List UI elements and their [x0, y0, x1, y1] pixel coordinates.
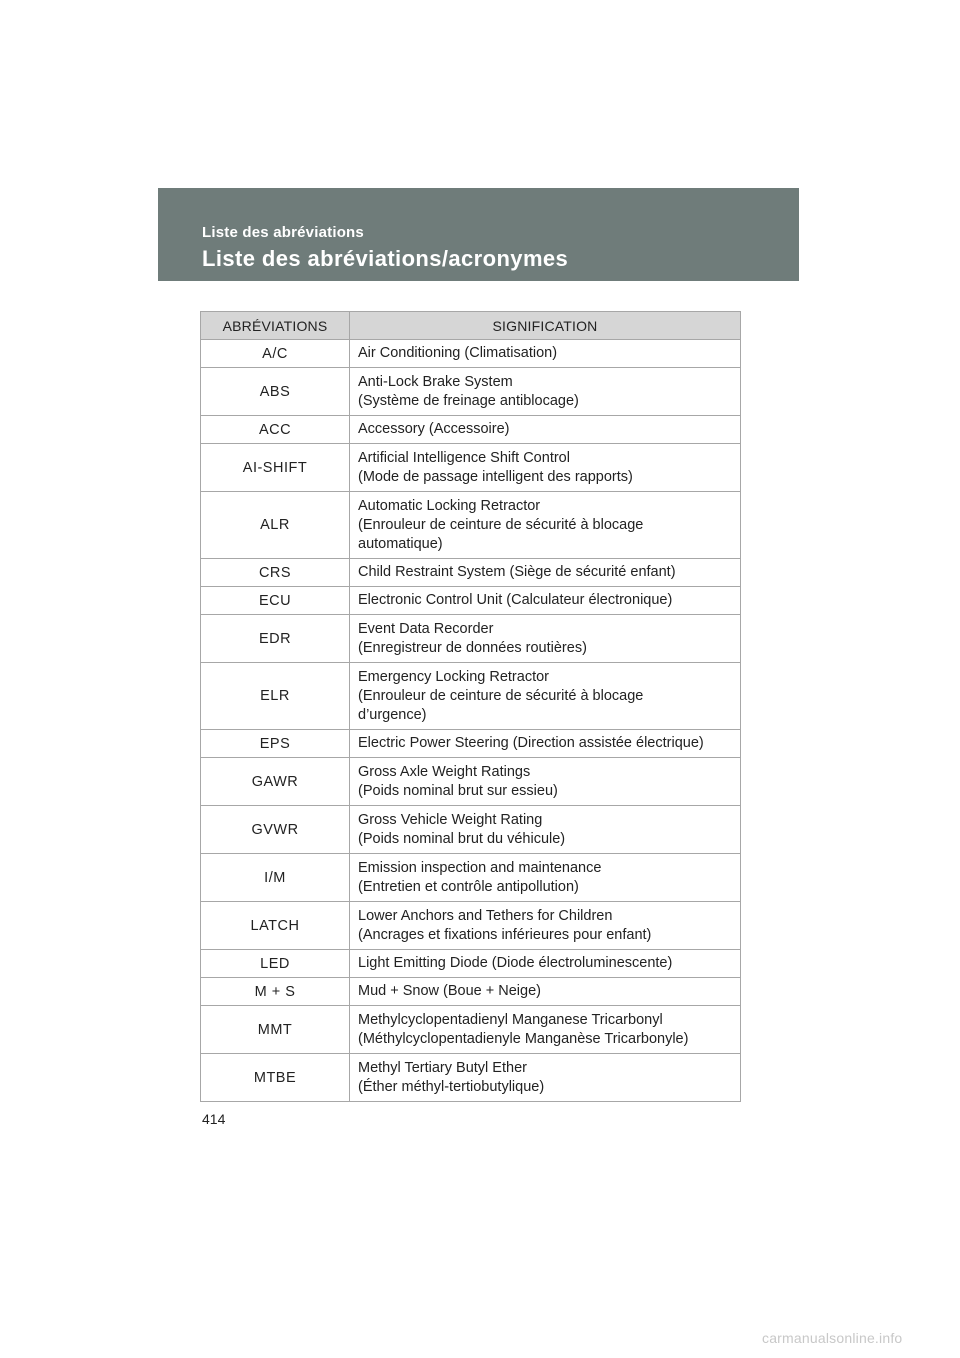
meaning-line: (Ancrages et fixations inférieures pour enfant): [358, 926, 652, 943]
table-row: [201, 854, 741, 902]
meaning-cell: [350, 978, 741, 1006]
table-row: [201, 758, 741, 806]
meaning-line: (Enrouleur de ceinture de sécurité à blocage: [358, 687, 644, 704]
page-number: 414: [202, 1111, 226, 1127]
meaning-line: Mud + Snow (Boue + Neige): [358, 983, 541, 999]
meaning-cell: [350, 950, 741, 978]
meaning-line: (Poids nominal brut du véhicule): [358, 830, 566, 847]
abbreviation-cell: AI-SHIFT: [201, 444, 350, 492]
table-row: [201, 368, 741, 416]
abbreviation-cell: M + S: [201, 978, 350, 1006]
meaning-cell: [350, 806, 741, 854]
meaning-line: Methyl Tertiary Butyl Ether: [358, 1059, 527, 1076]
abbreviation-cell: LATCH: [201, 902, 350, 950]
meaning-line: Artificial Intelligence Shift Control: [358, 449, 570, 466]
meaning-line: (Système de freinage antiblocage): [358, 392, 579, 409]
table-row: [201, 950, 741, 978]
meaning-line: Gross Axle Weight Ratings: [358, 763, 531, 780]
meaning-cell: [350, 559, 741, 587]
meaning-line: automatique): [358, 535, 443, 552]
abbreviation-cell: LED: [201, 950, 350, 978]
meaning-cell: [350, 1054, 741, 1102]
abbreviation-cell: MTBE: [201, 1054, 350, 1102]
meaning-line: Methylcyclopentadienyl Manganese Tricarbonyl: [358, 1011, 663, 1028]
meaning-line: Lower Anchors and Tethers for Children: [358, 907, 613, 924]
section-header-banner: [158, 188, 799, 281]
table-row: [201, 559, 741, 587]
abbreviation-cell: ELR: [201, 663, 350, 730]
meaning-cell: [350, 730, 741, 758]
meaning-cell: [350, 492, 741, 559]
abbreviation-cell: I/M: [201, 854, 350, 902]
meaning-line: Automatic Locking Retractor: [358, 497, 541, 514]
meaning-line: (Mode de passage intelligent des rapports): [358, 468, 633, 485]
column-header-meaning: SIGNIFICATION: [350, 312, 741, 340]
abbreviation-cell: MMT: [201, 1006, 350, 1054]
abbreviation-cell: ACC: [201, 416, 350, 444]
table-row: [201, 416, 741, 444]
meaning-cell: [350, 368, 741, 416]
meaning-cell: [350, 587, 741, 615]
meaning-line: (Poids nominal brut sur essieu): [358, 782, 558, 799]
section-label: Liste des abréviations: [202, 224, 364, 241]
meaning-line: Electric Power Steering (Direction assistée électrique): [358, 735, 704, 751]
watermark-text[interactable]: carmanualsonline.info: [762, 1330, 903, 1346]
table-row: [201, 444, 741, 492]
table-row: [201, 492, 741, 559]
meaning-line: Electronic Control Unit (Calculateur électronique): [358, 592, 673, 608]
abbreviation-cell: CRS: [201, 559, 350, 587]
table-row: [201, 587, 741, 615]
meaning-cell: [350, 1006, 741, 1054]
meaning-line: (Éther méthyl-tertiobutylique): [358, 1078, 545, 1095]
column-header-abbreviations: ABRÉVIATIONS: [201, 312, 350, 340]
meaning-line: d’urgence): [358, 706, 427, 723]
abbreviation-cell: ALR: [201, 492, 350, 559]
table-row: [201, 902, 741, 950]
meaning-cell: [350, 416, 741, 444]
meaning-line: Accessory (Accessoire): [358, 421, 510, 437]
meaning-line: (Enregistreur de données routières): [358, 639, 587, 656]
table-row: [201, 615, 741, 663]
abbreviation-cell: A/C: [201, 340, 350, 368]
meaning-line: Light Emitting Diode (Diode électroluminescente): [358, 955, 673, 971]
table-row: [201, 340, 741, 368]
abbreviations-table: [200, 311, 741, 1102]
meaning-line: Event Data Recorder: [358, 620, 494, 637]
page-title: Liste des abréviations/acronymes: [202, 246, 569, 271]
meaning-cell: [350, 854, 741, 902]
meaning-line: Anti-Lock Brake System: [358, 373, 513, 390]
table-row: [201, 730, 741, 758]
abbreviation-cell: EPS: [201, 730, 350, 758]
table-row: [201, 663, 741, 730]
abbreviation-cell: ECU: [201, 587, 350, 615]
meaning-line: Child Restraint System (Siège de sécurité enfant): [358, 564, 676, 580]
table-header-row: [201, 312, 741, 340]
table-row: [201, 1054, 741, 1102]
meaning-line: Emergency Locking Retractor: [358, 668, 549, 685]
meaning-cell: [350, 663, 741, 730]
table-row: [201, 1006, 741, 1054]
meaning-cell: [350, 615, 741, 663]
meaning-line: Air Conditioning (Climatisation): [358, 345, 558, 361]
meaning-line: (Enrouleur de ceinture de sécurité à blocage: [358, 516, 644, 533]
table-row: [201, 806, 741, 854]
meaning-line: (Méthylcyclopentadienyle Manganèse Tricarbonyle): [358, 1030, 689, 1047]
table-body: [201, 340, 741, 1102]
meaning-cell: [350, 902, 741, 950]
meaning-cell: [350, 758, 741, 806]
meaning-cell: [350, 444, 741, 492]
meaning-line: Gross Vehicle Weight Rating: [358, 811, 543, 828]
meaning-cell: [350, 340, 741, 368]
abbreviation-cell: ABS: [201, 368, 350, 416]
table-row: [201, 978, 741, 1006]
abbreviation-cell: EDR: [201, 615, 350, 663]
abbreviation-cell: GVWR: [201, 806, 350, 854]
meaning-line: (Entretien et contrôle antipollution): [358, 878, 579, 895]
abbreviation-cell: GAWR: [201, 758, 350, 806]
meaning-line: Emission inspection and maintenance: [358, 859, 602, 876]
